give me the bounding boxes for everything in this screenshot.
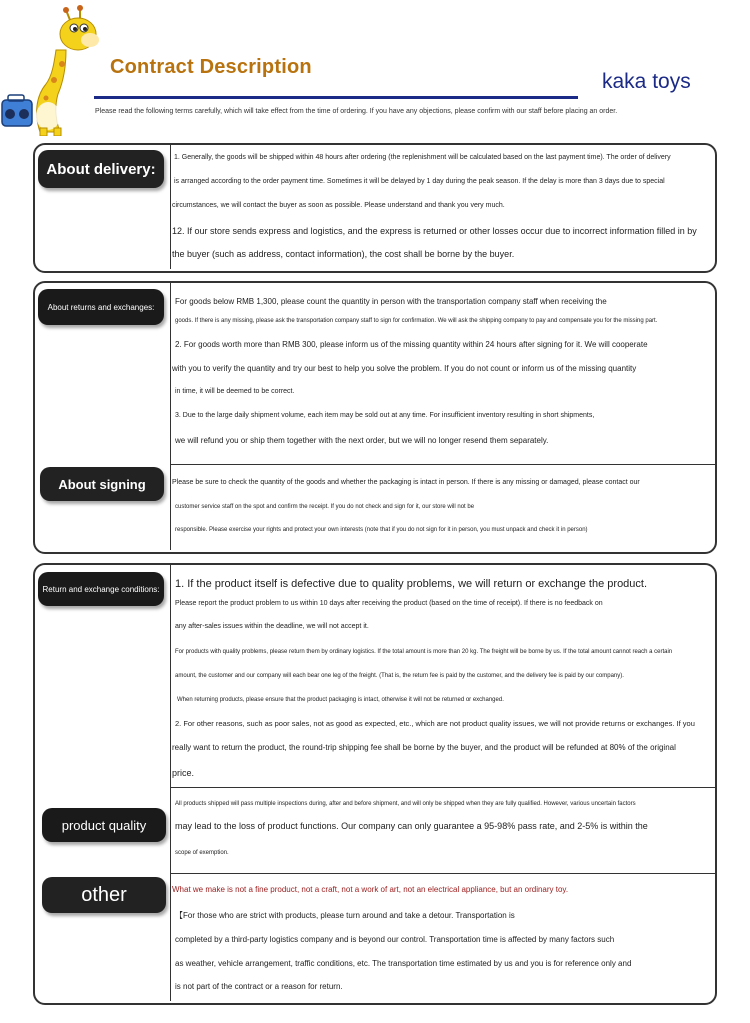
returns-line: 2. For goods worth more than RMB 300, please inform us of the missing quantity within 24 hours after signing for it. We will cooperate (175, 340, 648, 349)
signing-line: responsible. Please exercise your rights and protect your own interests (note that if you do not sign for it in person, you must unpack and check it in person) (175, 527, 588, 533)
section-separator (170, 787, 715, 788)
conditions-line: price. (172, 768, 195, 778)
section-separator (170, 873, 715, 874)
quality-line: scope of exemption. (175, 850, 229, 856)
quality-line: may lead to the loss of product functions. Our company can only guarantee a 95-98% pass rate, and 2-5% is within the (175, 821, 648, 831)
conditions-line: 2. For other reasons, such as poor sales, not as good as expected, etc., which are not product quality issues, we will not provide returns or exchanges. If you (175, 719, 695, 728)
intro-text: Please read the following terms carefully, which will take effect from the time of ordering. If you have any objections, please confirm with our staff before placing an order. (95, 108, 618, 115)
other-line: as weather, vehicle arrangement, traffic conditions, etc. The transportation time estimated by us and you is for reference only and (175, 959, 632, 968)
returns-line: we will refund you or ship them together with the next order, but we will no longer resend them separately. (175, 436, 549, 445)
section-divider (170, 283, 171, 550)
title-underline (94, 96, 578, 99)
conditions-line: really want to return the product, the round-trip shipping fee shall be borne by the buyer, and the product will be refunded at 80% of the original (172, 743, 676, 752)
conditions-line: When returning products, please ensure that the product packaging is intact, otherwise it will not be returned or exchanged. (177, 697, 504, 703)
returns-line: 3. Due to the large daily shipment volume, each item may be sold out at any time. For insufficient inventory resulting in short shipments, (175, 412, 595, 419)
delivery-line: 12. If our store sends express and logistics, and the express is returned or other losses occur due to incorrect information filled in by (172, 226, 697, 236)
delivery-line: 1. Generally, the goods will be shipped within 48 hours after ordering (the replenishment will be calculated based on the last payment time). The order of delivery (174, 154, 671, 161)
delivery-line: is arranged according to the order payment time. Sometimes it will be delayed by 1 day during the peak season. If the delay is more than 3 days due to special (174, 178, 665, 185)
other-label: other (42, 877, 166, 913)
other-line: 【For those who are strict with products, please turn around and take a detour. Transportation is (175, 911, 515, 920)
conditions-line: any after-sales issues within the deadline, we will not accept it. (175, 623, 369, 630)
returns-line: in time, it will be deemed to be correct. (175, 388, 295, 395)
section-divider (170, 565, 171, 1001)
brand-name: kaka toys (602, 70, 691, 93)
returns-line: with you to verify the quantity and try our best to help you solve the problem. If you do not count or inform us of the missing quantity (172, 364, 637, 373)
conditions-line: amount, the customer and our company will each bear one leg of the freight. (That is, the return fee is paid by the customer, and the delivery fee is paid by our company). (175, 673, 624, 679)
conditions-line: 1. If the product itself is defective due to quality problems, we will return or exchange the product. (175, 578, 648, 590)
delivery-line: circumstances, we will contact the buyer as soon as possible. Please understand and thank you very much. (172, 202, 505, 209)
quality-line: All products shipped will pass multiple inspections during, after and before shipment, and will only be shipped when they are fully qualified. However, various uncertain factors (175, 801, 636, 807)
other-line: is not part of the contract or a reason for return. (175, 982, 343, 991)
returns-exchanges-label: About returns and exchanges: (38, 289, 164, 325)
other-line: What we make is not a fine product, not a craft, not a work of art, not an electrical appliance, but an ordinary toy. (172, 885, 569, 894)
delivery-line: the buyer (such as address, contact information), the cost shall be borne by the buyer. (172, 249, 515, 259)
signing-line: customer service staff on the spot and confirm the receipt. If you do not check and sign for it, our store will not be (175, 504, 475, 510)
returns-line: For goods below RMB 1,300, please count the quantity in person with the transportation company staff when receiving the (175, 297, 607, 306)
conditions-line: Please report the product problem to us within 10 days after receiving the product (based on the time of receipt). If there is no feedback on (175, 600, 603, 607)
other-line: completed by a third-party logistics company and is beyond our control. Transportation time is affected by many factors such (175, 935, 615, 944)
delivery-label: About delivery: (38, 150, 164, 188)
return-conditions-label: Return and exchange conditions: (38, 572, 164, 606)
section-separator (170, 464, 715, 465)
giraffe-mascot-illustration (0, 4, 104, 136)
conditions-line: For products with quality problems, please return them by ordinary logistics. If the total amount is more than 20 kg. The freight will be borne by us. If the total amount cannot reach a certain (175, 649, 673, 655)
returns-line: goods. If there is any missing, please ask the transportation company staff to sign for confirmation. We will ask the shipping company to pay and compensate you for the missing part. (175, 318, 658, 324)
page-title: Contract Description (110, 56, 312, 78)
signing-line: Please be sure to check the quantity of the goods and whether the packaging is intact in person. If there is any missing or damaged, please contact our (172, 479, 640, 486)
signing-label: About signing (40, 467, 164, 501)
product-quality-label: product quality (42, 808, 166, 842)
section-divider (170, 145, 171, 269)
